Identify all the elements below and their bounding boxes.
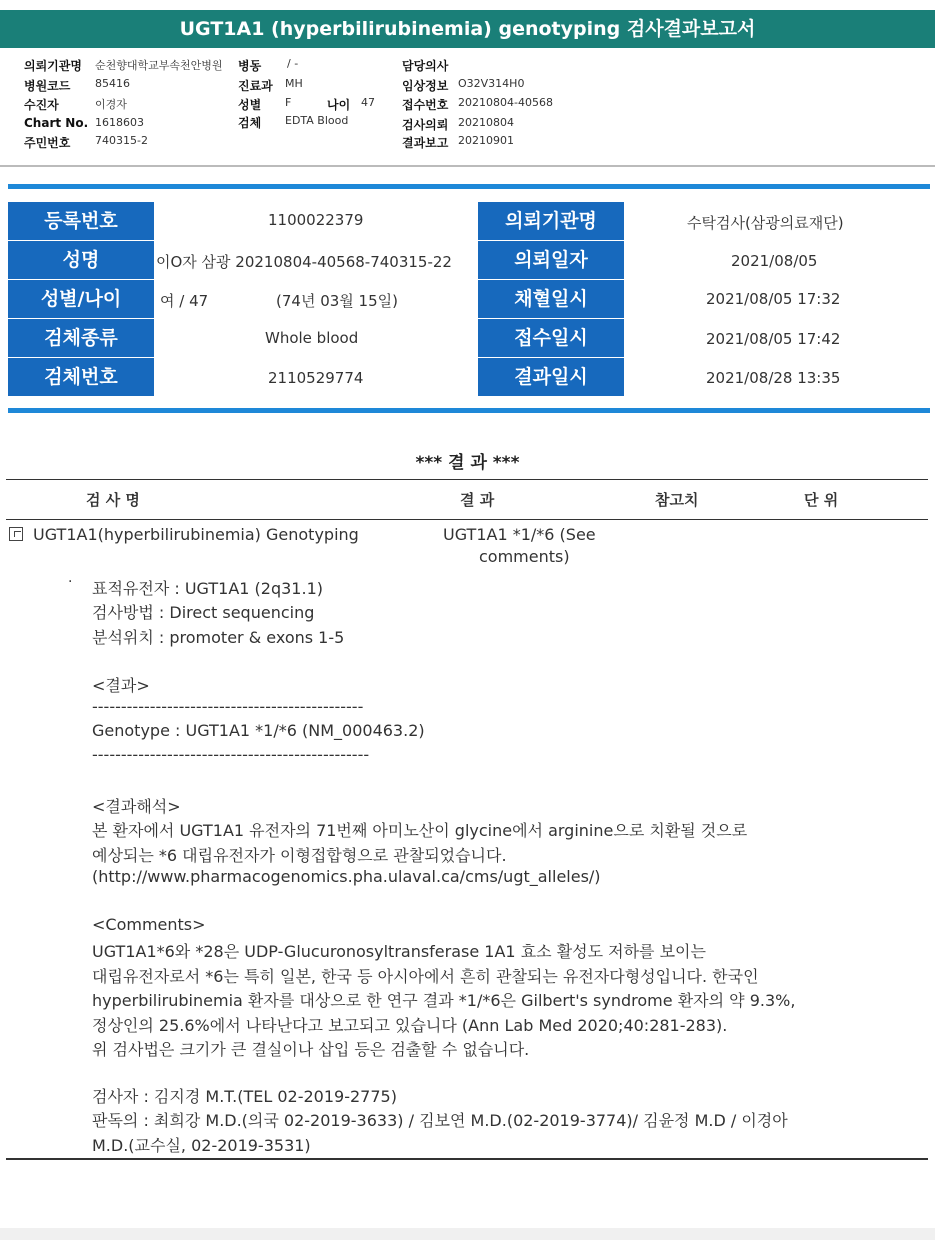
result-time-label: 결과일시: [478, 358, 624, 396]
institution-label: 의뢰기관명: [24, 59, 82, 73]
reader-line-1: 판독의 : 최희강 M.D.(의국 02-2019-3633) / 김보연 M.D.(02-2019-3774)/ 김윤정 M.D / 이경아: [92, 1111, 788, 1130]
institution-box-value: 수탁검사(삼광의료재단): [687, 214, 844, 232]
request-date-box-value: 2021/08/05: [731, 252, 818, 270]
examiner-line: 검사자 : 김지경 M.T.(TEL 02-2019-2775): [92, 1087, 397, 1106]
age-value: 47: [361, 96, 375, 109]
analysis-location: 분석위치 : promoter & exons 1-5: [92, 628, 345, 647]
specimen-no-value: 2110529774: [268, 369, 364, 387]
specimen-label: 검체: [238, 116, 262, 130]
result-header: 결 과: [460, 491, 495, 509]
specimen-type-label: 검체종류: [8, 319, 154, 357]
results-section-title: *** 결 과 ***: [415, 453, 520, 473]
request-date-box-label: 의뢰일자: [478, 241, 624, 279]
collection-time-value: 2021/08/05 17:32: [706, 290, 841, 308]
dash-divider-2: ------------------------------------------------: [92, 745, 370, 764]
page-footer-band: [0, 1228, 935, 1240]
reg-no-label: 등록번호: [8, 202, 154, 240]
report-title: UGT1A1 (hyperbilirubinemia) genotyping 검사결과보고서: [0, 10, 935, 48]
reg-no-value: 1100022379: [268, 211, 364, 229]
request-date-label: 검사의뢰: [402, 118, 449, 132]
test-name-header: 검 사 명: [86, 491, 140, 509]
reference-header: 참고치: [655, 491, 699, 509]
bottom-rule: [8, 408, 930, 413]
comment-line: 정상인의 25.6%에서 나타난다고 보고되고 있습니다 (Ann Lab Med 2020;40:281-283).: [92, 1016, 728, 1035]
institution-value: 순천향대학교부속천안병원: [95, 59, 223, 72]
dept-value: MH: [285, 77, 303, 90]
receipt-no-label: 접수번호: [402, 98, 449, 112]
recipient-label: 수진자: [24, 98, 59, 112]
dept-label: 진료과: [238, 79, 273, 93]
hospital-code-label: 병원코드: [24, 79, 71, 93]
interpretation-heading: <결과해석>: [92, 797, 181, 816]
order-info: [0, 50, 935, 167]
test-result-line1: UGT1A1 *1/*6 (See: [443, 525, 596, 544]
name-label: 성명: [8, 241, 154, 279]
test-name-value: UGT1A1(hyperbilirubinemia) Genotyping: [33, 525, 359, 544]
top-rule: [8, 184, 930, 189]
clinical-info-value: O32V314H0: [458, 77, 525, 90]
receipt-no-value: 20210804-40568: [458, 96, 553, 109]
specimen-value: EDTA Blood: [285, 114, 349, 127]
sex-age-label: 성별/나이: [8, 280, 154, 318]
reader-line-2: M.D.(교수실, 02-2019-3531): [92, 1136, 311, 1155]
interpretation-line: 예상되는 *6 대립유전자가 이형접합형으로 관찰되었습니다.: [92, 846, 507, 865]
specimen-no-label: 검체번호: [8, 358, 154, 396]
chart-no-value: 1618603: [95, 116, 144, 129]
sex-label: 성별: [238, 98, 262, 112]
result-heading: <결과>: [92, 676, 150, 695]
resident-no-label: 주민번호: [24, 136, 71, 150]
request-date-value: 20210804: [458, 116, 514, 129]
specimen-type-value: Whole blood: [265, 329, 359, 347]
comments-heading: <Comments>: [92, 915, 206, 934]
name-value: 이O자 삼광 20210804-40568-740315-22: [156, 253, 452, 271]
ward-value: / -: [287, 57, 299, 70]
doctor-label: 담당의사: [402, 59, 449, 73]
comment-line: 대립유전자로서 *6는 특히 일본, 한국 등 아시아에서 흔히 관찰되는 유전자다형성입니다. 한국인: [92, 967, 759, 986]
bullet-mark: ·: [68, 574, 73, 590]
comment-line: 위 검사법은 크기가 큰 결실이나 삽입 등은 검출할 수 없습니다.: [92, 1040, 530, 1059]
expand-icon[interactable]: [9, 527, 23, 541]
table-bottom-rule: [6, 1158, 928, 1160]
sex-value: F: [285, 96, 292, 109]
result-time-value: 2021/08/28 13:35: [706, 369, 841, 387]
test-result-line2: comments): [479, 547, 570, 566]
birth-date-value: (74년 03월 15일): [276, 292, 398, 310]
interpretation-line: 본 환자에서 UGT1A1 유전자의 71번째 아미노산이 glycine에서 arginine으로 치환될 것으로: [92, 821, 748, 840]
hospital-code-value: 85416: [95, 77, 130, 90]
collection-time-label: 채혈일시: [478, 280, 624, 318]
comment-line: hyperbilirubinemia 환자를 대상으로 한 연구 결과 *1/*6은 Gilbert's syndrome 환자의 약 9.3%,: [92, 991, 796, 1010]
genotype-line: Genotype : UGT1A1 *1/*6 (NM_000463.2): [92, 721, 425, 740]
report-date-value: 20210901: [458, 134, 514, 147]
clinical-info-label: 임상정보: [402, 79, 449, 93]
receipt-time-value: 2021/08/05 17:42: [706, 330, 841, 348]
comment-line: UGT1A1*6와 *28은 UDP-Glucuronosyltransferase 1A1 효소 활성도 저하를 보이는: [92, 942, 706, 961]
institution-box-label: 의뢰기관명: [478, 202, 624, 240]
resident-no-value: 740315-2: [95, 134, 148, 147]
table-top-rule: [6, 479, 928, 480]
recipient-value: 이경자: [95, 98, 127, 111]
dash-divider-1: -----------------------------------------------: [92, 697, 364, 716]
interpretation-link: (http://www.pharmacogenomics.pha.ulaval.ca/cms/ugt_alleles/): [92, 867, 601, 886]
target-gene: 표적유전자 : UGT1A1 (2q31.1): [92, 579, 323, 598]
method: 검사방법 : Direct sequencing: [92, 603, 315, 622]
chart-no-label: Chart No.: [24, 116, 89, 130]
age-label: 나이: [327, 98, 351, 112]
table-header-rule: [6, 519, 928, 520]
receipt-time-label: 접수일시: [478, 319, 624, 357]
report-date-label: 결과보고: [402, 136, 449, 150]
ward-label: 병동: [238, 59, 262, 73]
sex-age-value: 여 / 47: [160, 292, 209, 310]
unit-header: 단 위: [804, 491, 839, 509]
